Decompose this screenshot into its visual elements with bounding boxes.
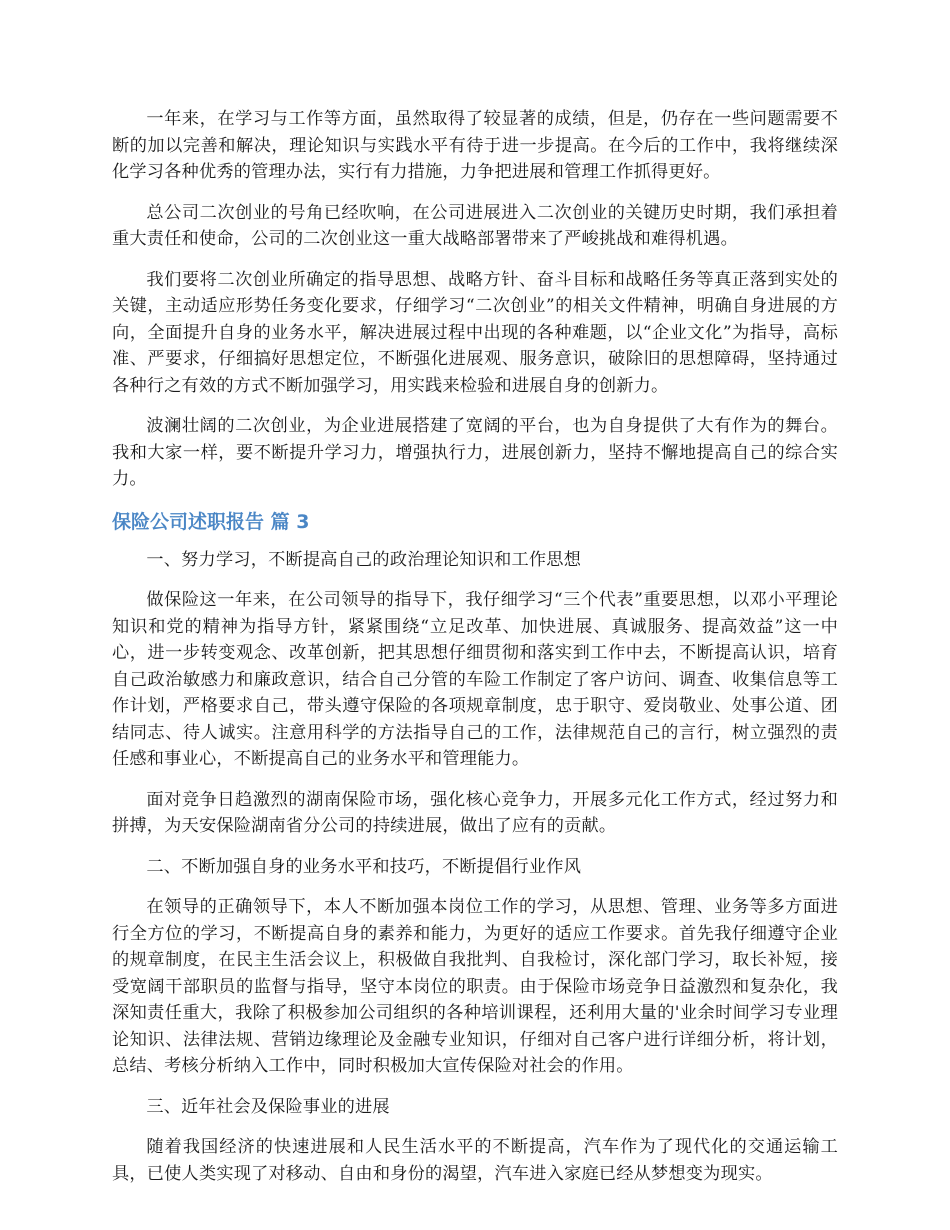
body-paragraph: 做保险这一年来，在公司领导的指导下，我仔细学习“三个代表”重要思想，以邓小平理论知识和党的精神为指导方针，紧紧围绕“立足改革、加快进展、真诚服务、提高效益”这一中心，进一步转变观念、改革创新，把其思想仔细贯彻和落实到工作中去，不断提高认识，培育自己政治敏感力和廉政意识，结合自己分管的车险工作制定了客户访问、调查、收集信息等工作计划，严格要求自己，带头遵守保险的各项规章制度，忠于职守、爱岗敬业、处事公道、团结同志、待人诚实。注意用科学的方法指导自己的工作，法律规范自己的言行，树立强烈的责任感和事业心，不断提高自己的业务水平和管理能力。: [112, 590, 838, 769]
body-paragraph: 一年来，在学习与工作等方面，虽然取得了较显著的成绩，但是，仍存在一些问题需要不断的加以完善和解决，理论知识与实践水平有待于进一步提高。在今后的工作中，我将继续深化学习各种优秀的管理办法，实行有力措施，力争把进展和管理工作抓得更好。: [112, 109, 838, 182]
section-title: 保险公司述职报告 篇 3: [112, 510, 310, 533]
subsection-heading: 一、努力学习，不断提高自己的政治理论知识和工作思想: [146, 549, 582, 570]
body-paragraph: 随着我国经济的快速进展和人民生活水平的不断提高，汽车作为了现代化的交通运输工具，已使人类实现了对移动、自由和身份的渴望，汽车进入家庭已经从梦想变为现实。: [112, 1137, 838, 1184]
subsection-heading: 三、近年社会及保险事业的进展: [146, 1096, 390, 1117]
body-paragraph: 波澜壮阔的二次创业，为企业进展搭建了宽阔的平台，也为自身提供了大有作为的舞台。我和大家一样，要不断提升学习力，增强执行力，进展创新力，坚持不懈地提高自己的综合实力。: [112, 416, 838, 489]
body-paragraph: 总公司二次创业的号角已经吹响，在公司进展进入二次创业的关键历史时期，我们承担着重大责任和使命，公司的二次创业这一重大战略部署带来了严峻挑战和难得机遇。: [112, 202, 838, 249]
subsection-heading: 二、不断加强自身的业务水平和技巧，不断提倡行业作风: [146, 856, 582, 877]
body-paragraph: 在领导的正确领导下，本人不断加强本岗位工作的学习，从思想、管理、业务等多方面进行全方位的学习，不断提高自身的素养和能力，为更好的适应工作要求。首先我仔细遵守企业的规章制度，在民主生活会议上，积极做自我批判、自我检讨，深化部门学习，取长补短，接受宽阔干部职员的监督与指导，坚守本岗位的职责。由于保险市场竞争日益激烈和复杂化，我深知责任重大，我除了积极参加公司组织的各种培训课程，还利用大量的'业余时间学习专业理论知识、法律法规、营销边缘理论及金融专业知识，仔细对自己客户进行详细分析，将计划，总结、考核分析纳入工作中，同时积极加大宣传保险对社会的作用。: [112, 897, 838, 1076]
body-paragraph: 面对竞争日趋激烈的湖南保险市场，强化核心竞争力，开展多元化工作方式，经过努力和拼搏，为天安保险湖南省分公司的持续进展，做出了应有的贡献。: [112, 789, 838, 836]
body-paragraph: 我们要将二次创业所确定的指导思想、战略方针、奋斗目标和战略任务等真正落到实处的关键，主动适应形势任务变化要求，仔细学习“二次创业”的相关文件精神，明确自身进展的方向，全面提升自身的业务水平，解决进展过程中出现的各种难题，以“企业文化”为指导，高标准、严要求，仔细搞好思想定位，不断强化进展观、服务意识，破除旧的思想障碍，坚持通过各种行之有效的方式不断加强学习，用实践来检验和进展自身的创新力。: [112, 269, 838, 396]
